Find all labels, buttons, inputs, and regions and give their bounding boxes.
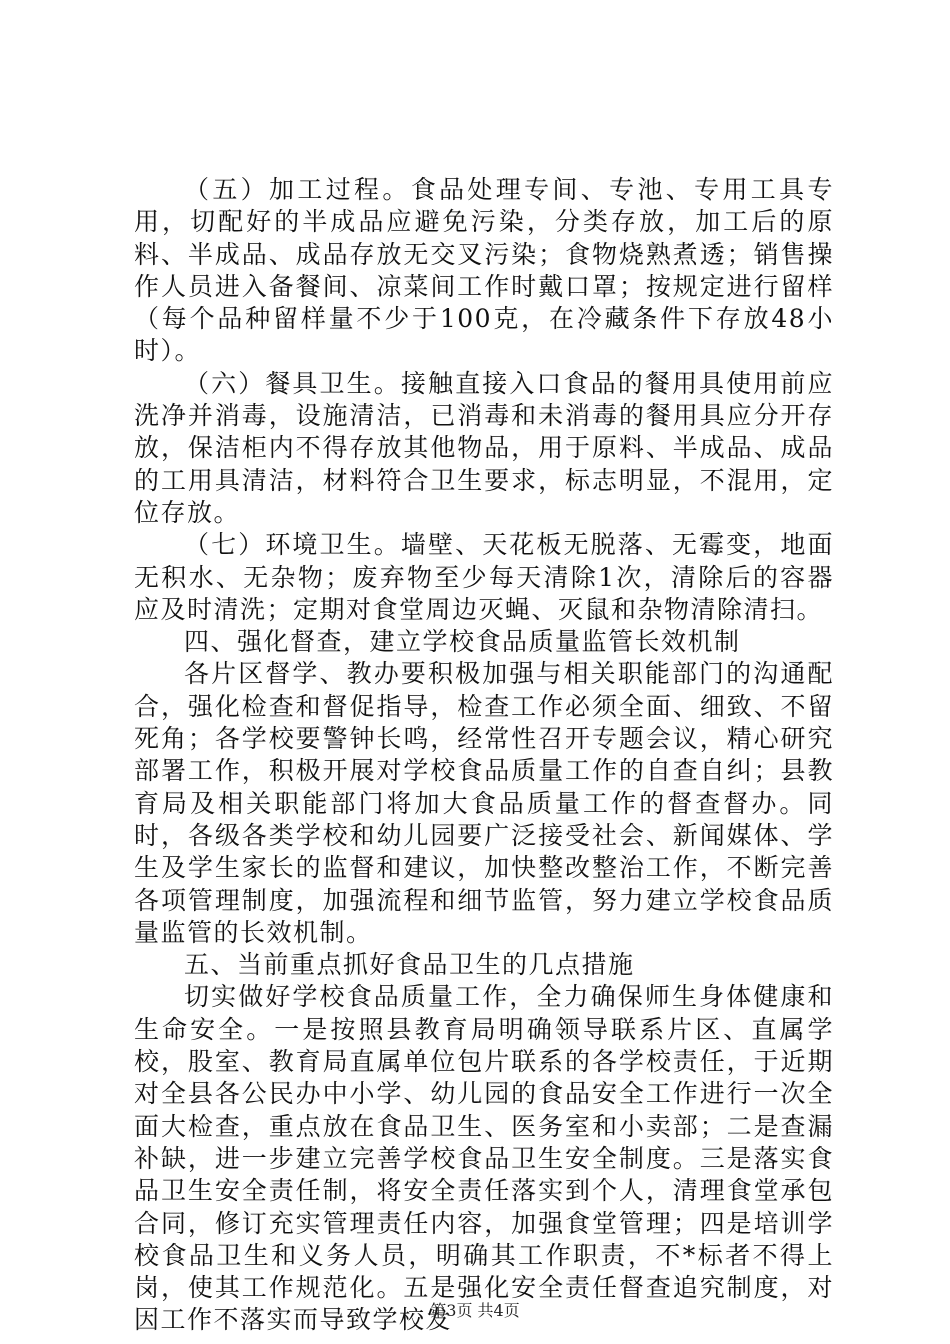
paragraph-processing: （五）加工过程。食品处理专间、专池、专用工具专用，切配好的半成品应避免污染，分类存放，加工后的原料、半成品、成品存放无交叉污染；食物烧熟煮透；销售操作人员进入备餐间、凉菜间工作时戴口罩；按规定进行留样（每个品种留样量不少于100克，在冷藏条件下存放48小时）。 [134, 175, 834, 366]
paragraph-environment: （七）环境卫生。墙壁、天花板无脱落、无霉变，地面无积水、无杂物；废弃物至少每天清除1次，清除后的容器应及时清洗；定期对食堂周边灭蝇、灭鼠和杂物清除清扫。 [134, 530, 834, 624]
paragraph-tableware: （六）餐具卫生。接触直接入口食品的餐用具使用前应洗净并消毒，设施清洁，已消毒和未消毒的餐用具应分开存放，保洁柜内不得存放其他物品，用于原料、半成品、成品的工用具清洁，材料符合卫生要求，标志明显，不混用，定位存放。 [134, 368, 834, 527]
paragraph-supervision: 各片区督学、教办要积极加强与相关职能部门的沟通配合，强化检查和督促指导，检查工作必须全面、细致、不留死角；各学校要警钟长鸣，经常性召开专题会议，精心研究部署工作，积极开展对学校食品质量工作的自查自纠；县教育局及相关职能部门将加大食品质量工作的督查督办。同时，各级各类学校和幼儿园要广泛接受社会、新闻媒体、学生及学生家长的监督和建议，加快整改整治工作，不断完善各项管理制度，加强流程和细节监管，努力建立学校食品质量监管的长效机制。 [134, 659, 834, 947]
section-heading-5: 五、当前重点抓好食品卫生的几点措施 [184, 950, 635, 980]
document-body [134, 174, 834, 1337]
paragraph-measures: 切实做好学校食品质量工作，全力确保师生身体健康和生命安全。一是按照县教育局明确领导联系片区、直属学校，股室、教育局直属单位包片联系的各学校责任，于近期对全县各公民办中小学、幼儿园的食品安全工作进行一次全面大检查，重点放在食品卫生、医务室和小卖部；二是查漏补缺，进一步建立完善学校食品卫生安全制度。三是落实食品卫生安全责任制，将安全责任落实到个人，清理食堂承包合同，修订充实管理责任内容，加强食堂管理；四是培训学校食品卫生和义务人员，明确其工作职责，不*标者不得上岗，使其工作规范化。五是强化安全责任督查追究制度，对因工作不落实而导致学校发 [134, 982, 834, 1335]
section-heading-4: 四、强化督查，建立学校食品质量监管长效机制 [184, 627, 741, 657]
page-number-footer: 第3页 共4页 [430, 1301, 520, 1320]
